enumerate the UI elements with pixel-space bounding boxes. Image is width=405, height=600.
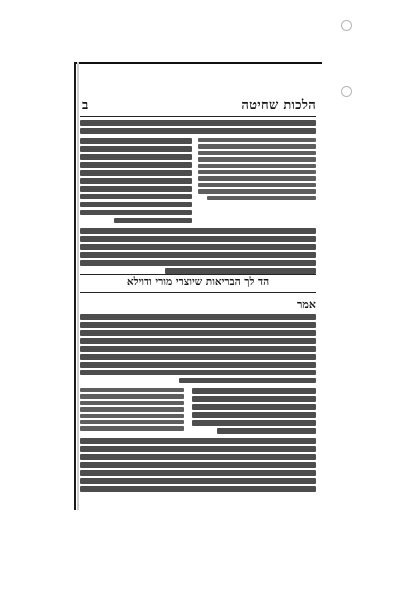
notes-column-right (192, 388, 316, 436)
text-line (192, 404, 316, 410)
text-line (80, 486, 316, 492)
text-line (80, 244, 316, 250)
running-header (80, 96, 316, 117)
text-line (80, 128, 316, 134)
text-line (80, 438, 316, 444)
page-number: ב (82, 98, 89, 113)
text-line (80, 146, 192, 152)
text-line (80, 260, 316, 266)
commentary-column-right (198, 138, 316, 202)
text-line (80, 162, 192, 168)
text-line (80, 394, 184, 398)
text-line (80, 210, 192, 216)
page-binding-edge (74, 62, 76, 510)
text-line (80, 252, 316, 258)
text-line (198, 138, 316, 142)
text-line (192, 396, 316, 402)
text-line (80, 346, 316, 352)
text-line (80, 228, 316, 234)
text-line (80, 426, 184, 430)
text-line (192, 420, 316, 426)
text-line (80, 407, 184, 411)
text-line (80, 414, 184, 418)
text-line (80, 120, 316, 126)
text-line (217, 428, 316, 434)
section-heading: הד לך הבריאות שיוצרי מורי ודוילא (126, 276, 270, 288)
punch-hole (341, 20, 352, 31)
notes-column-left (80, 388, 184, 433)
text-line (198, 151, 316, 155)
text-line (80, 370, 316, 376)
text-line (80, 202, 192, 208)
text-line (80, 478, 316, 484)
text-line (198, 176, 316, 180)
hebrew-text-page (80, 96, 316, 500)
text-line (80, 330, 316, 336)
text-line (179, 378, 316, 384)
text-line (80, 322, 316, 328)
text-line (80, 462, 316, 468)
main-text-column-left (80, 138, 192, 226)
text-line (80, 420, 184, 424)
text-line (80, 170, 192, 176)
text-line (207, 196, 316, 200)
text-line (80, 388, 184, 392)
text-block-paragraph (80, 228, 316, 276)
text-line (80, 362, 316, 368)
text-line (80, 138, 192, 144)
text-line (198, 189, 316, 193)
book-page-photocopy (74, 62, 322, 510)
text-block-body (80, 314, 316, 386)
text-line (80, 314, 316, 320)
text-line (80, 194, 192, 200)
text-line (80, 401, 184, 405)
page-top-edge (74, 62, 322, 64)
text-line (80, 186, 192, 192)
text-line (80, 454, 316, 460)
text-line (114, 218, 192, 224)
text-block-intro (80, 120, 316, 136)
drop-word: אמר (297, 298, 316, 311)
text-line (192, 388, 316, 394)
punch-hole (341, 86, 352, 97)
text-line (198, 170, 316, 174)
page-binding-shadow (77, 62, 79, 510)
text-line (80, 236, 316, 242)
section-heading-bar (80, 274, 316, 293)
text-line (198, 144, 316, 148)
text-line (80, 470, 316, 476)
text-line (80, 446, 316, 452)
text-line (80, 154, 192, 160)
text-line (80, 354, 316, 360)
text-line (192, 412, 316, 418)
text-line (198, 183, 316, 187)
text-line (198, 164, 316, 168)
text-line (80, 178, 192, 184)
text-line (165, 268, 316, 274)
header-title: הלכות שחיטה (241, 98, 316, 113)
text-block-closing (80, 438, 316, 494)
text-line (80, 338, 316, 344)
text-line (198, 157, 316, 161)
